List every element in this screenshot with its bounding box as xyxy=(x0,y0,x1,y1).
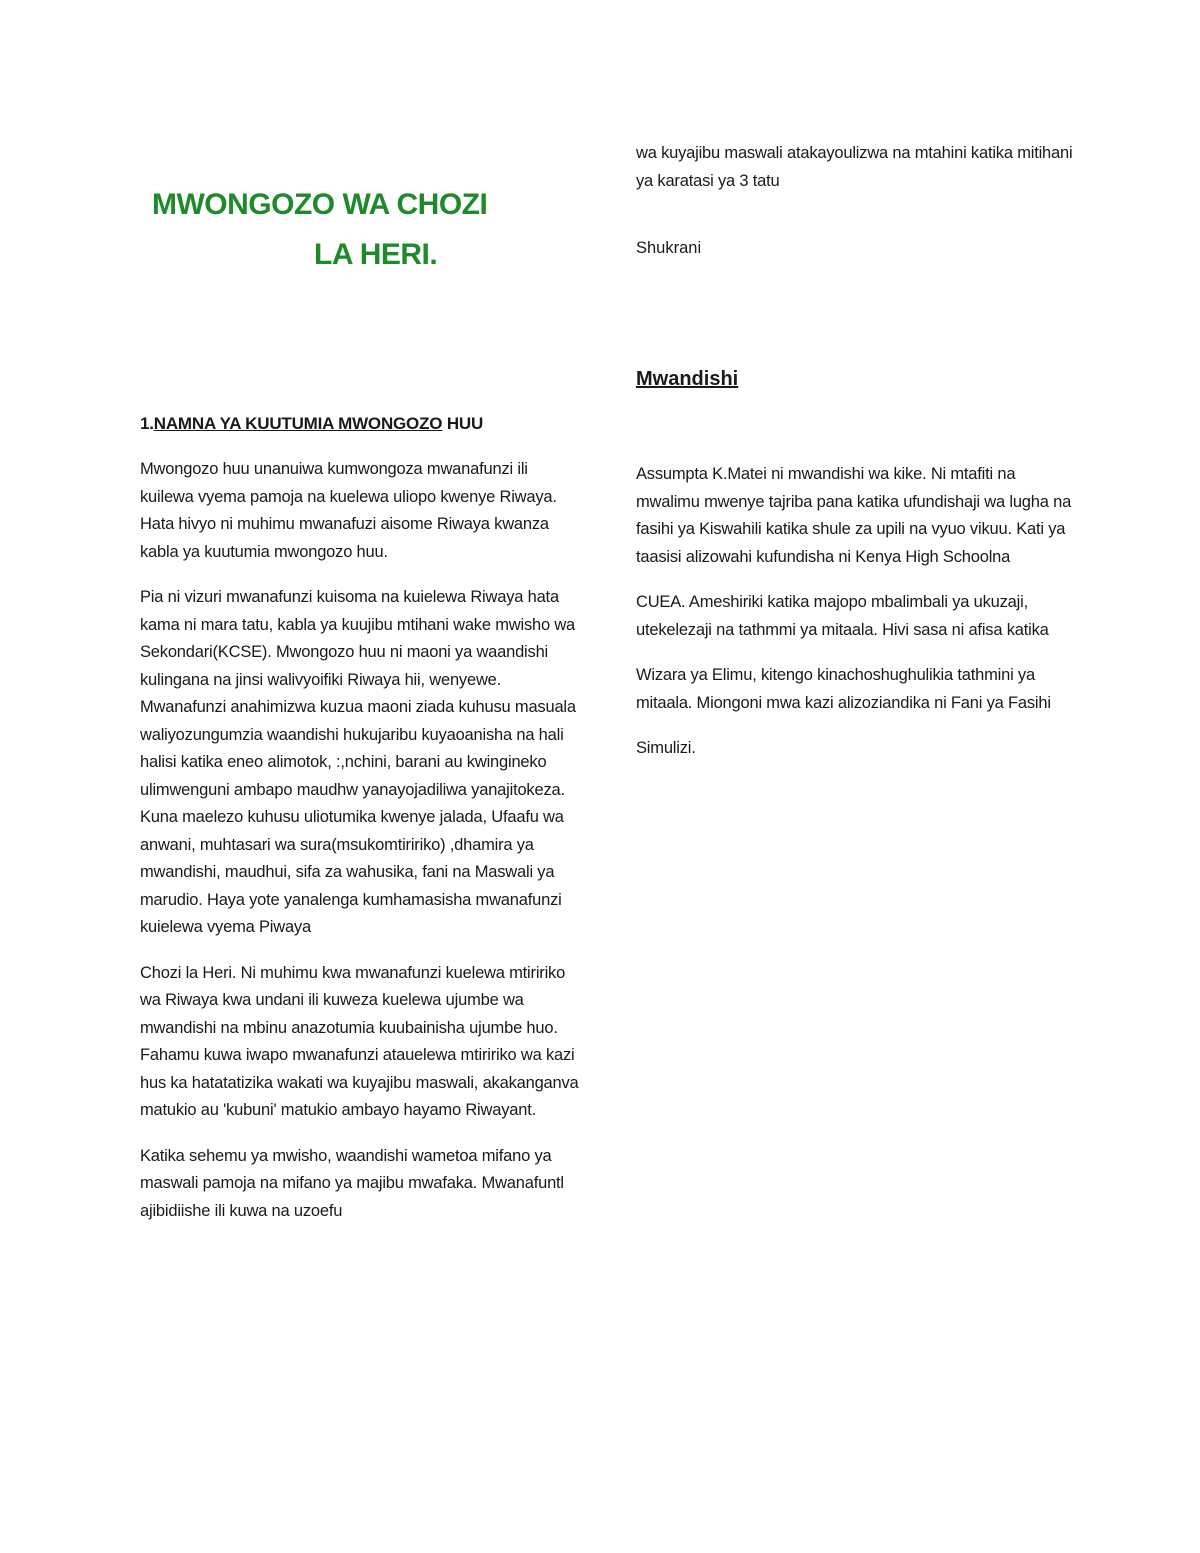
paragraph: Pia ni vizuri mwanafunzi kuisoma na kuielewa Riwaya hata kama ni mara tatu, kabla ya kuujibu mtihani wake mwisho wa Sekondari(KCSE). Mwongozo huu ni maoni ya waandishi kulingana na jinsi walivyoifiki Riwaya hii, wenyewe. Mwanafunzi anahimizwa kuzua maoni ziada kuhusu masuala waliyozungumzia waandishi hukujaribu kuyaoanisha na hali halisi katika eneo alimotok, :,nchini, barani au kwingineko ulimwenguni ambapo maudhw yanayojadiliwa yanajitokeza. Kuna maelezo kuhusu uliotumika kwenye jalada, Ufaafu wa anwani, muhtasari wa sura(msukomtiririko) ,dhamira ya mwandishi, maudhui, sifa za wahusika, fani na Maswali ya marudio. Haya yote yanalenga kumhamasisha mwanafunzi kuielewa vyema Piwaya xyxy=(140,588,576,936)
left-column xyxy=(140,180,580,1243)
section-heading-tail: HUU xyxy=(442,414,484,433)
right-column xyxy=(636,140,1076,781)
paragraph: Katika sehemu ya mwisho, waandishi wametoa mifano ya maswali pamoja na mifano ya majibu mwafaka. Mwanafuntl ajibidiishe ili kuwa na uzoefu xyxy=(140,1146,564,1220)
paragraph: Mwongozo huu unanuiwa kumwongoza mwanafunzi ili kuilewa vyema pamoja na kuelewa uliopo kwenye Riwaya. Hata hivyo ni muhimu mwanafuzi aisome Riwaya kwanza kabla ya kuutumia mwongozo huu. xyxy=(140,460,557,561)
section-number: 1. xyxy=(140,414,154,433)
section-heading-text: NAMNA YA KUUTUMIA MWONGOZO xyxy=(153,414,443,433)
document-title xyxy=(140,180,580,280)
paragraph: Assumpta K.Matei ni mwandishi wa kike. Ni mtafiti na mwalimu mwenye tajriba pana katika ufundishaji wa lugha na fasihi ya Kiswahili katika shule za upili na vyuo vikuu. Kati ya taasisi alizowahi kufundisha ni Kenya High Schoolna xyxy=(636,465,1072,566)
section-heading xyxy=(140,414,580,434)
acknowledgements-label: Shukrani xyxy=(636,239,702,257)
author-heading: Mwandishi xyxy=(636,368,739,390)
paragraph: CUEA. Ameshiriki katika majopo mbalimbali ya ukuzaji, utekelezaji na tathmmi ya mitaala. Hivi sasa ni afisa katika xyxy=(636,593,1049,639)
paragraph: Chozi la Heri. Ni muhimu kwa mwanafunzi kuelewa mtiririko wa Riwaya kwa undani ili kuweza kuelewa ujumbe wa mwandishi na mbinu anazotumia kuubainisha ujumbe huo. Fahamu kuwa iwapo mwanafunzi atauelewa mtiririko wa kazi hus ka hatatatizika wakati wa kuyajibu maswali, akakanganva matukio au 'kubuni' matukio ambayo hayamo Riwayant. xyxy=(140,963,579,1119)
title-line-2: LA HERI. xyxy=(314,238,438,271)
paragraph-continuation: wa kuyajibu maswali atakayoulizwa na mtahini katika mitihani ya karatasi ya 3 tatu xyxy=(636,144,1073,190)
title-line-1: MWONGOZO WA CHOZI xyxy=(152,188,488,221)
paragraph: Wizara ya Elimu, kitengo kinachoshughulikia tathmini ya mitaala. Miongoni mwa kazi alizoziandika ni Fani ya Fasihi xyxy=(636,666,1051,712)
paragraph: Simulizi. xyxy=(636,739,696,757)
